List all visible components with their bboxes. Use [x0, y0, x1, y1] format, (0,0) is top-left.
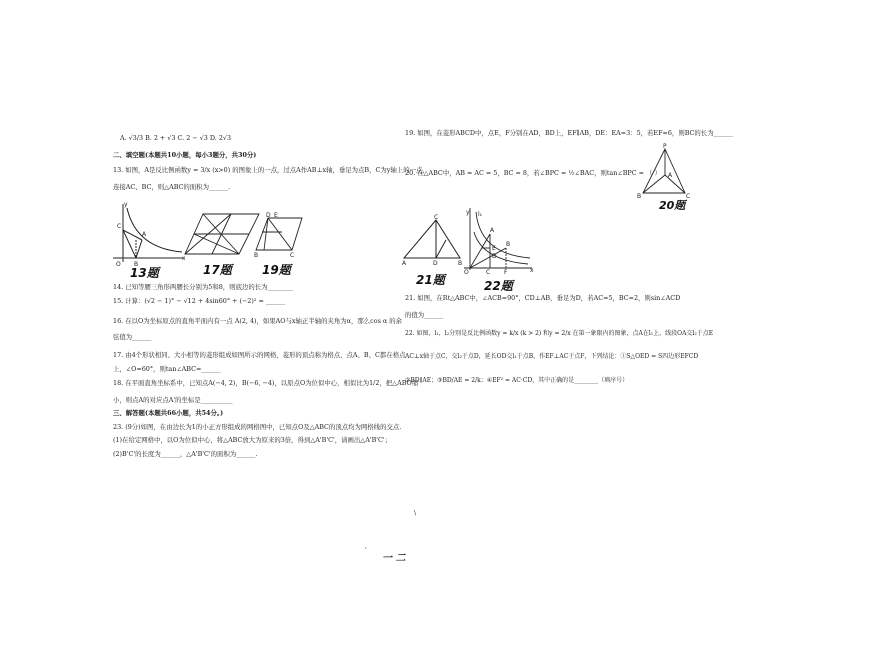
figure-13 [108, 200, 188, 282]
q17-line2: 上，∠O=60°，则tan∠ABC=______ [113, 365, 221, 373]
q20: 20. 在△ABC中，AB = AC = 5，BC = 8，若∠BPC = ½∠BAC，则tan∠BPC = （ ） [405, 169, 661, 177]
figure-20 [635, 143, 705, 213]
q13-line1: 13. 如图，A是反比例函数y = 3/x (x>0) 的图象上的一点，过点A作AB⊥x轴，垂足为点B，C为y轴上的一点， [113, 166, 429, 174]
figure-21 [400, 212, 466, 292]
figure-20-label: 20题 [659, 199, 686, 212]
q17-line1: 17. 由4个形状相同、大小相等的菱形组成如图所示的网格，菱形的顶点称为格点，点A、B、C都在格点 [113, 351, 406, 359]
q21-line1: 21. 如图，在Rt△ABC中，∠ACB=90°，CD⊥AB，垂足为D，若AC=5，BC=2，则sin∠ACD [405, 294, 681, 302]
svg-text:C: C [290, 252, 295, 259]
figure-13-label: 13题 [130, 266, 159, 280]
q14: 14. 已知等腰三角形两腰长分别为5和8，则底边的长为________ [113, 283, 294, 291]
q12-choices: A. √3/3 B. 2 + √3 C. 2 − √3 D. 2√3 [120, 134, 232, 142]
figure-19-label: 19题 [262, 263, 291, 277]
stray-mark-2: ' [365, 546, 367, 554]
svg-text:y: y [466, 209, 470, 216]
figure-19 [252, 210, 314, 282]
svg-text:D: D [433, 260, 438, 267]
q16-line2: 弦值为______ [113, 333, 152, 341]
svg-text:l₁: l₁ [478, 211, 483, 218]
svg-text:A: A [142, 231, 147, 238]
figure-21-label: 21题 [416, 273, 445, 287]
svg-text:D: D [492, 253, 497, 260]
svg-text:E: E [492, 245, 496, 252]
q15: 15. 计算：(√2 − 1)° − √12 + 4sin60° + (−2)² = ______ [113, 297, 286, 305]
figure-17 [183, 210, 263, 282]
q13-line2: 连接AC、BC，则△ABC的面积为______. [113, 183, 231, 191]
svg-text:E: E [274, 212, 278, 219]
q16-line1: 16. 在以O为坐标原点的直角平面内有一点 A(2, 4)，如果AO与x轴正半轴的夹角为α，那么cos α 的余 [113, 317, 403, 325]
svg-text:C: C [486, 269, 491, 276]
svg-text:C: C [686, 193, 691, 200]
svg-text:B: B [637, 193, 642, 200]
section-heading-fill-in: 二、填空题(本题共10小题，每小3题分，共30分) [113, 151, 257, 159]
svg-text:x: x [182, 255, 186, 262]
figure-17-label: 17题 [203, 263, 232, 277]
svg-text:A: A [490, 227, 495, 234]
svg-text:C: C [117, 223, 122, 230]
svg-text:A: A [402, 260, 407, 267]
svg-text:D: D [266, 212, 271, 219]
q19: 19. 如图，在菱形ABCD中，点E，F分别在AD，BD上，EF∥AB，DE：EA=3：5，若EF=6，则BC的长为______ [405, 129, 733, 137]
svg-text:C: C [434, 214, 439, 221]
svg-text:O: O [464, 269, 469, 276]
q23-line1: 23. (9分)如图，在由边长为1的小正方形组成的网格图中，已知点O及△ABC的顶点均为网格线的交点. [113, 423, 402, 431]
svg-text:x: x [530, 267, 534, 274]
q23-line3: (2)B'C'的长度为______，△A'B'C'的面积为______. [113, 450, 258, 458]
svg-text:F: F [504, 269, 508, 276]
svg-text:O: O [116, 261, 121, 268]
svg-text:P: P [663, 143, 667, 150]
q22-line2: AC⊥x轴于点C，交l₂于点D，延长OD交l₁于点B，作EF⊥AC于点F，下列结论：①S△OED = S四边形EFCD [405, 353, 699, 360]
q23-line2: (1)在给定网格中，以O为位似中心，将△ABC放大为原来的3倍，得到△A'B'C'，请画出△A'B'C'； [113, 436, 392, 444]
q22-line1: 22. 如图，l₁，l₂分别是反比例函数y = k/x (k > 2) 和y = 2/x 在第一象限内的图象，点A在l₁上，线段OA交l₂于点E [405, 330, 714, 337]
figure-22 [460, 204, 535, 294]
q18-line2: 小，则点A的对应点A'的坐标是__________ [113, 396, 233, 404]
stray-mark: \ [414, 509, 417, 517]
figure-22-label: 22题 [484, 279, 513, 293]
section-heading-solve: 三、解答题(本题共66小题，共54分。) [113, 409, 224, 417]
svg-text:A: A [668, 172, 673, 179]
q21-line2: 的值为______ [405, 311, 444, 319]
q22-line3: ②BD∥AE；③BD/AE = 2/k；④EF² = AC·CD，其中正确的是________（填序号） [405, 377, 629, 384]
page-number: 一 二 [382, 553, 406, 564]
svg-text:y: y [124, 201, 128, 208]
svg-text:B: B [134, 261, 139, 268]
svg-text:B: B [506, 241, 511, 248]
svg-text:B: B [254, 252, 259, 259]
svg-text:B: B [458, 260, 463, 267]
q18-line1: 18. 在平面直角坐标系中，已知点A(−4, 2)，B(−6, −4)，以原点O为位似中心，相似比为1/2，把△ABO缩 [113, 379, 419, 387]
